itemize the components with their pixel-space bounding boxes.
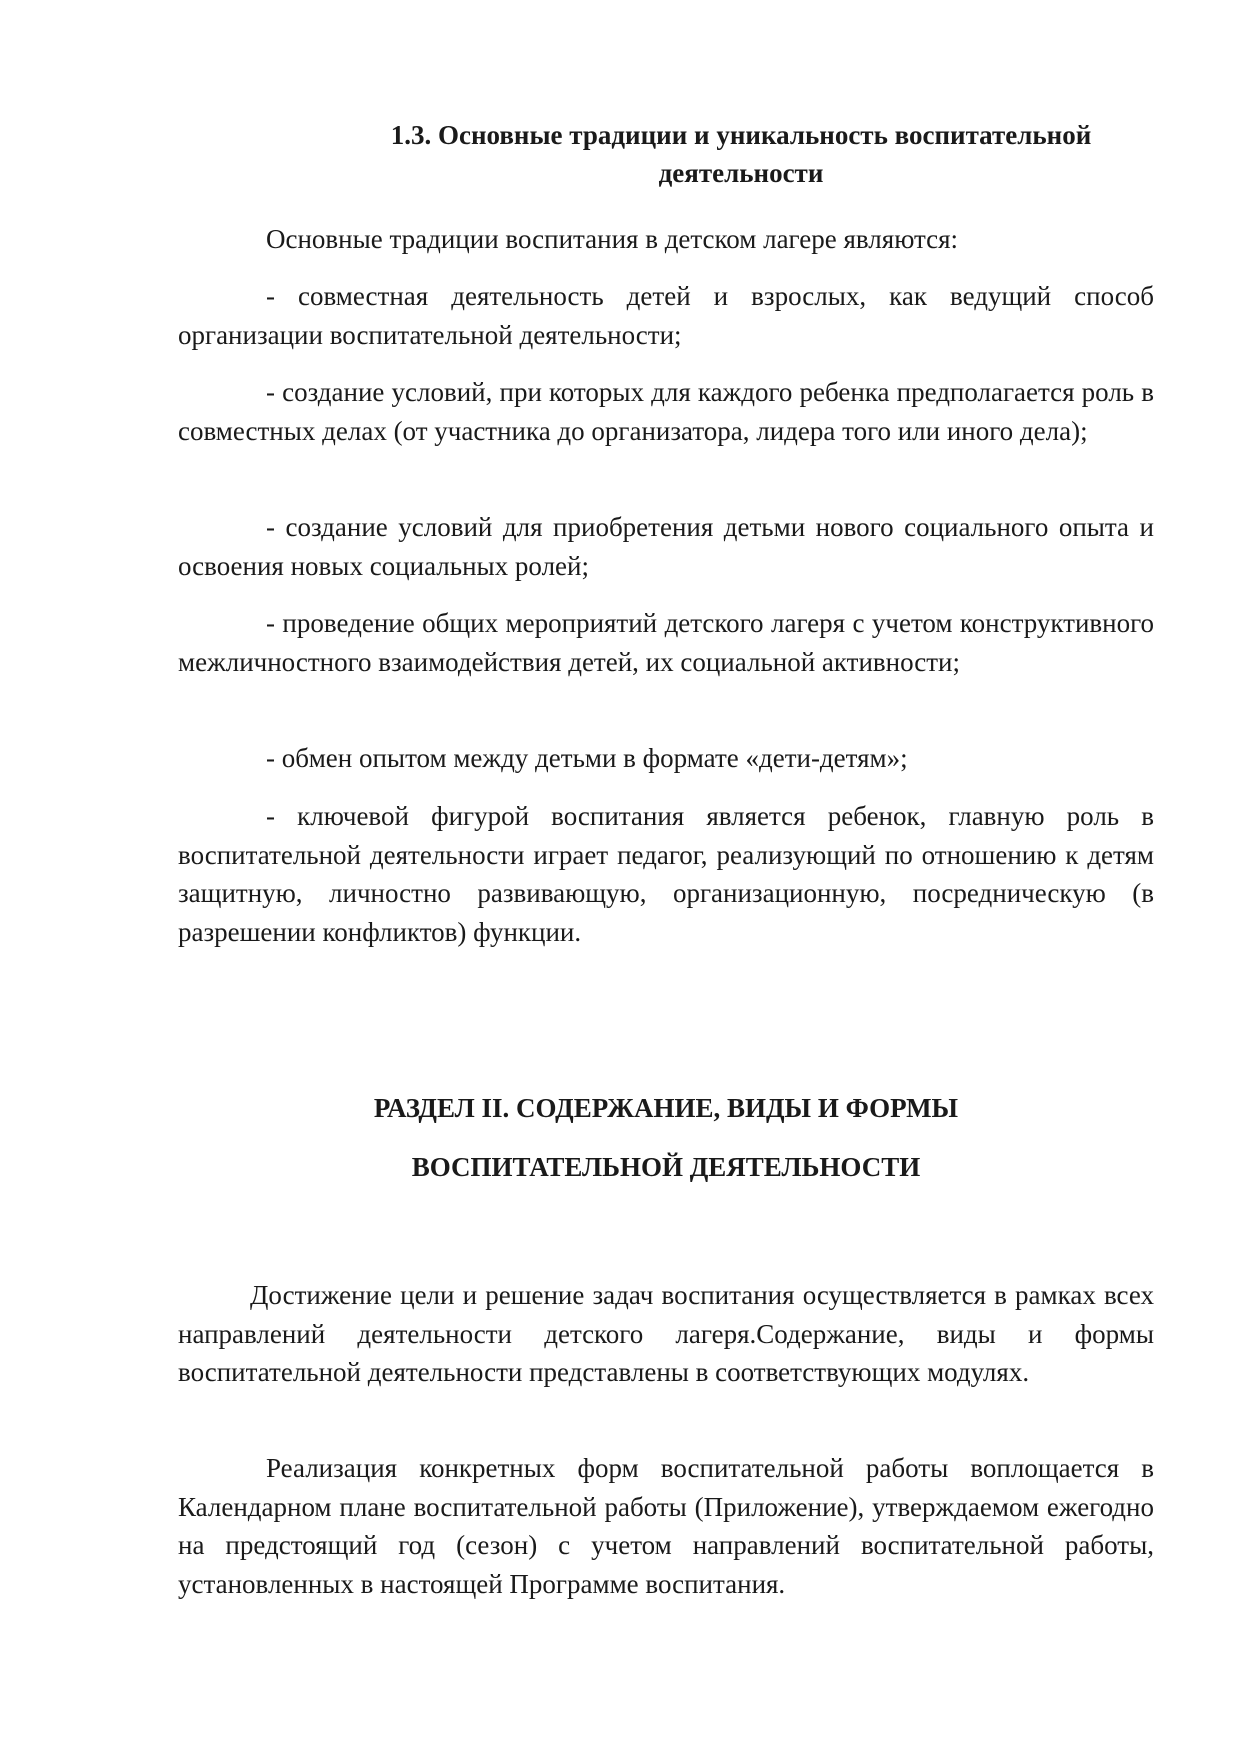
- list-item: - ключевой фигурой воспитания является ребенок, главную роль в воспитательной деятельности играет педагог, реализующий по отношению к детям защитную, личностно развивающую, организационную, посредническую (в разрешении конфликтов) функции.: [178, 801, 1154, 947]
- section-title-line2: ВОСПИТАТЕЛЬНОЙ ДЕЯТЕЛЬНОСТИ: [411, 1152, 921, 1182]
- subsection-heading: [178, 116, 1154, 192]
- tradition-item-1: [178, 277, 1154, 354]
- section-paragraph-1: Достижение цели и решение задач воспитания осуществляется в рамках всех направлений деятельности детского лагеря.Содержание, виды и формы воспитательной деятельности представлены в соответствующих модулях.: [178, 1280, 1154, 1387]
- intro-paragraph: Основные традиции воспитания в детском лагере являются:: [266, 224, 959, 254]
- tradition-item-6: [178, 797, 1154, 951]
- intro-paragraph-block: [178, 220, 1154, 259]
- tradition-item-4: [178, 604, 1154, 681]
- list-item: - обмен опытом между детьми в формате «дети-детям»;: [266, 743, 908, 773]
- tradition-item-5: [178, 739, 1154, 778]
- tradition-item-3: [178, 508, 1154, 585]
- list-item: - совместная деятельность детей и взрослых, как ведущий способ организации воспитательной деятельности;: [178, 281, 1154, 350]
- section-paragraph-2: Реализация конкретных форм воспитательной работы воплощается в Календарном плане воспитательной работы (Приложение), утверждаемом ежегодно на предстоящий год (сезон) с учетом направлений воспитательной работы, установленных в настоящей Программе воспитания.: [178, 1453, 1154, 1599]
- list-item: - проведение общих мероприятий детского лагеря с учетом конструктивного межличностного взаимодействия детей, их социальной активности;: [178, 608, 1154, 677]
- tradition-item-2: [178, 373, 1154, 450]
- section-paragraph-2-block: [178, 1449, 1154, 1603]
- section-paragraph-1-block: [178, 1276, 1154, 1392]
- subsection-heading-line2: деятельности: [658, 158, 824, 188]
- subsection-heading-line1: 1.3. Основные традиции и уникальность воспитательной: [390, 120, 1092, 150]
- section-title-line1: РАЗДЕЛ II. СОДЕРЖАНИЕ, ВИДЫ И ФОРМЫ: [373, 1093, 959, 1123]
- list-item: - создание условий для приобретения детьми нового социального опыта и освоения новых социальных ролей;: [178, 512, 1154, 581]
- list-item: - создание условий, при которых для каждого ребенка предполагается роль в совместных делах (от участника до организатора, лидера того или иного дела);: [178, 377, 1154, 446]
